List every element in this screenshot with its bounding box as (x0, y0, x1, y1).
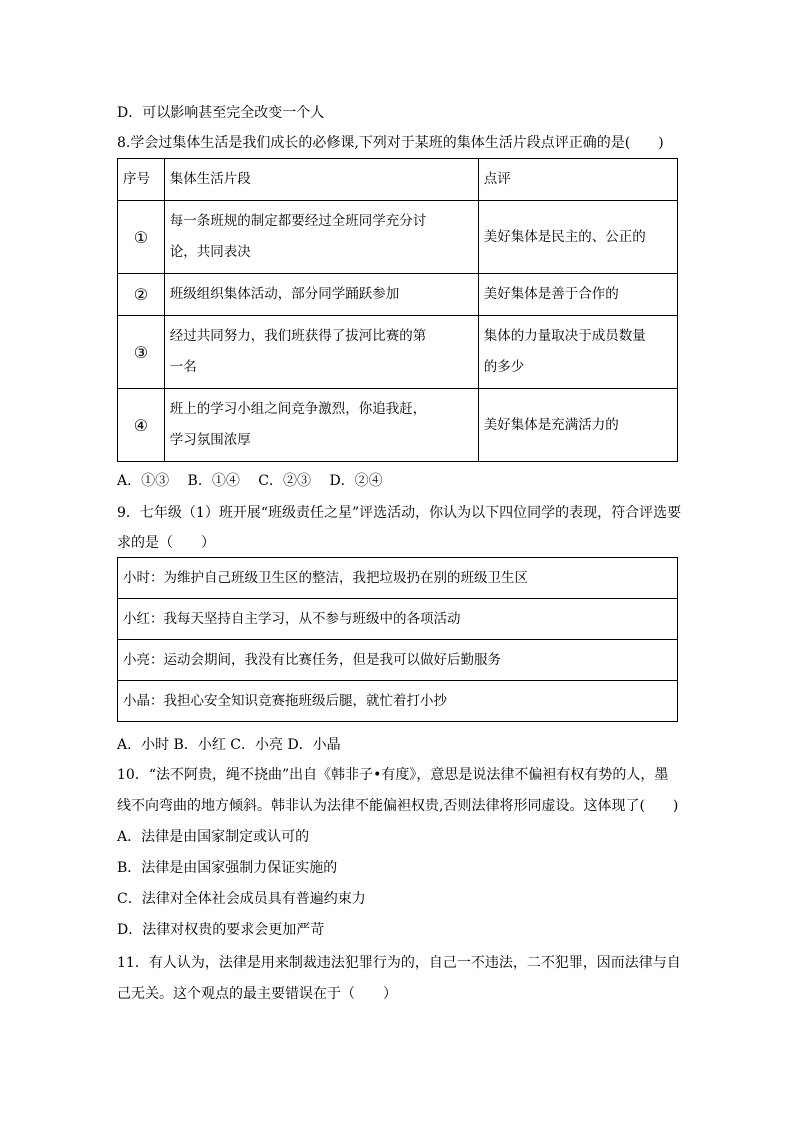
row-comment: 美好集体是善于合作的 (478, 274, 677, 316)
row-number: ③ (118, 316, 165, 389)
q11-stem-line1: 11．有人认为，法律是用来制裁违法犯罪行为的，自己一不违法，二不犯罪，因而法律与自 (117, 955, 681, 971)
student-statement: 小晶：我担心安全知识竞赛拖班级后腿，就忙着打小抄 (118, 681, 678, 722)
fragment-line: 每一条班规的制定都要经过全班同学充分讨 (169, 213, 427, 229)
fragment-line: 班上的学习小组之间竞争激烈，你追我赶， (169, 401, 427, 417)
q9-stem-line1: 9．七年级（1）班开展“班级责任之星”评选活动，你认为以下四位同学的表现，符合评选要 (117, 505, 682, 521)
q10-stem-line2: 线不向弯曲的地方倾斜。韩非认为法律不能偏袒权贵,否则法律将形同虚设。这体现了( ) (117, 798, 679, 814)
table-row (118, 681, 678, 722)
row-fragment: 班级组织集体活动，部分同学踊跃参加 (164, 274, 478, 316)
q8-stem: 8.学会过集体生活是我们成长的必修课,下列对于某班的集体生活片段点评正确的是( ) (117, 135, 664, 151)
table-row (118, 274, 678, 316)
q10-option-a: A．法律是由国家制定或认可的 (117, 829, 310, 845)
row-comment: 美好集体是民主的、公正的 (478, 201, 677, 274)
row-number: ① (118, 201, 165, 274)
q10-stem-line1: 10．“法不阿贵，绳不挠曲”出自《韩非子•有度》，意思是说法律不偏袒有权有势的人，墨 (117, 767, 669, 783)
fragment-line: 论，共同表决 (169, 244, 251, 260)
table-header-row (118, 159, 678, 201)
table-row (118, 558, 678, 599)
fragment-line: 一名 (169, 359, 197, 375)
table-row (118, 201, 678, 274)
student-statement: 小红：我每天坚持自主学习，从不参与班级中的各项活动 (118, 599, 678, 640)
q10-option-b: B．法律是由国家强制力保证实施的 (117, 860, 338, 876)
table-row (118, 599, 678, 640)
comment-line: 集体的力量取决于成员数量 (483, 328, 646, 344)
row-number: ② (118, 274, 165, 316)
q10-option-d: D．法律对权贵的要求会更加严苛 (117, 922, 325, 938)
table-row (118, 316, 678, 389)
q9-table (117, 557, 678, 722)
fragment-line: 经过共同努力，我们班获得了拔河比赛的第 (169, 328, 427, 344)
q11-stem-line2: 己无关。这个观点的最主要错误在于（ ） (117, 986, 397, 1002)
header-fragment: 集体生活片段 (164, 159, 478, 201)
header-comment: 点评 (478, 159, 677, 201)
q10-option-c: C．法律对全体社会成员具有普遍约束力 (117, 891, 366, 907)
row-comment: 美好集体是充满活力的 (478, 389, 677, 462)
table-row (118, 389, 678, 462)
row-fragment (164, 389, 478, 462)
header-number: 序号 (118, 159, 165, 201)
row-comment (478, 316, 677, 389)
row-fragment (164, 316, 478, 389)
q9-stem-line2: 求的是（ ） (117, 535, 215, 551)
student-statement: 小时：为维护自己班级卫生区的整洁，我把垃圾扔在别的班级卫生区 (118, 558, 678, 599)
student-statement: 小亮：运动会期间，我没有比赛任务，但是我可以做好后勤服务 (118, 640, 678, 681)
q8-table (117, 158, 678, 462)
comment-line: 的多少 (483, 359, 525, 375)
q9-options: A．小时 B．小红 C．小亮 D．小晶 (117, 737, 341, 753)
row-fragment (164, 201, 478, 274)
q7-option-d: D．可以影响甚至完全改变一个人 (117, 105, 325, 121)
fragment-line: 学习氛围浓厚 (169, 432, 251, 448)
row-number: ④ (118, 389, 165, 462)
q8-options: A．①③ B．①④ C．②③ D．②④ (117, 473, 383, 489)
table-row (118, 640, 678, 681)
